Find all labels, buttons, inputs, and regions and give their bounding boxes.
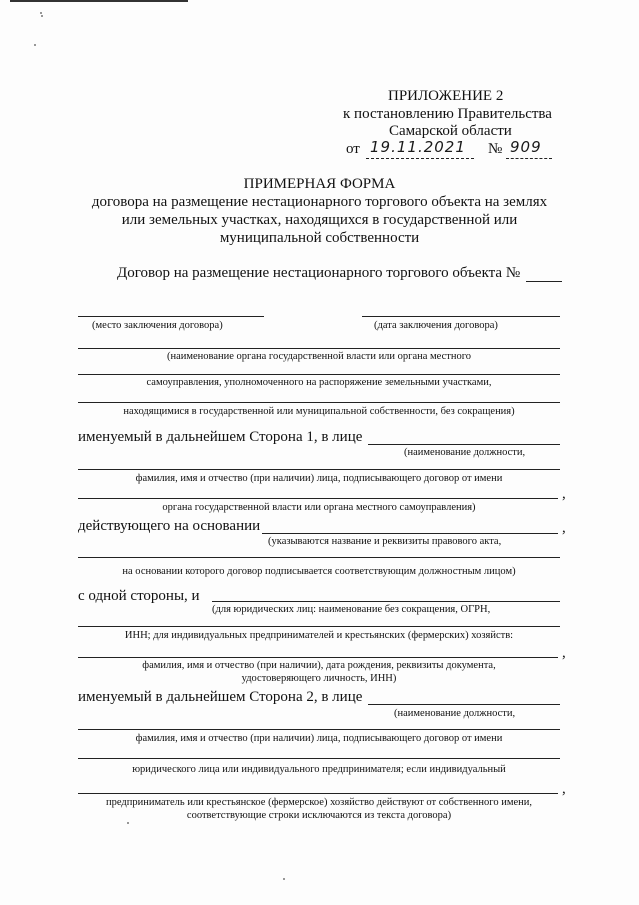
form-subheading-1: договора на размещение нестационарного торгового объекта на землях xyxy=(91,194,548,210)
form-subheading-3: муниципальной собственности xyxy=(219,230,420,246)
party2-note-line xyxy=(78,793,558,794)
contract-title: Договор на размещение нестационарного торгового объекта № xyxy=(117,265,521,281)
party1-named: именуемый в дальнейшем Сторона 1, в лице xyxy=(78,429,363,445)
appendix-date-handwritten: 19.11.2021 xyxy=(370,138,466,156)
party1-org-caption: органа государственной власти или органа местного самоуправления) xyxy=(162,502,476,513)
legal-line-3 xyxy=(78,657,558,658)
legal-comma: , xyxy=(562,645,566,661)
scan-speck xyxy=(127,822,129,824)
party1-name-line xyxy=(78,469,560,470)
org-caption-2: самоуправления, уполномоченного на распоряжение земельными участками, xyxy=(146,377,492,388)
legal-line-2 xyxy=(78,626,560,627)
one-side-and: с одной стороны, и xyxy=(78,588,200,604)
basis-line-1 xyxy=(262,533,558,534)
acting-basis: действующего на основании xyxy=(78,518,261,534)
basis-comma: , xyxy=(562,520,566,536)
party2-org-line xyxy=(78,758,560,759)
date-underline xyxy=(366,158,474,159)
party1-org-line xyxy=(78,498,558,499)
scan-speck xyxy=(34,44,36,46)
legal-caption-2: ИНН; для индивидуальных предпринимателей и крестьянских (фермерских) хозяйств: xyxy=(124,630,514,641)
org-line-3 xyxy=(78,402,560,403)
party1-name-caption: фамилия, имя и отчество (при наличии) лица, подписывающего договор от имени xyxy=(135,473,503,484)
contract-number-line xyxy=(526,281,562,282)
basis-caption-1: (указываются название и реквизиты правового акта, xyxy=(268,536,502,547)
place-line xyxy=(78,316,264,317)
org-line-1 xyxy=(78,348,560,349)
party2-note-comma: , xyxy=(562,781,566,797)
appendix-title: ПРИЛОЖЕНИЕ 2 xyxy=(388,88,504,104)
legal-caption-1: (для юридических лиц: наименование без сокращения, ОГРН, xyxy=(212,604,491,615)
party1-org-comma: , xyxy=(562,486,566,502)
scan-speck xyxy=(41,15,43,17)
note-caption-1: предприниматель или крестьянское (фермерское) хозяйство действуют от собственного имени, xyxy=(106,797,532,808)
legal-caption-4: удостоверяющего личность, ИНН) xyxy=(241,673,397,684)
scan-speck xyxy=(283,878,285,880)
appendix-line-2: Самарской области xyxy=(389,123,512,139)
basis-caption-2: на основании которого договор подписывается соответствующим должностным лицом) xyxy=(122,566,516,577)
party1-position-line xyxy=(368,444,560,445)
org-caption-1: (наименование органа государственной власти или органа местного xyxy=(166,351,472,362)
form-heading: ПРИМЕРНАЯ ФОРМА xyxy=(243,176,396,192)
place-caption: (место заключения договора) xyxy=(92,320,223,331)
date-line xyxy=(362,316,560,317)
party2-legal-line xyxy=(212,601,560,602)
appendix-number-handwritten: 909 xyxy=(510,138,542,156)
party2-org-caption: юридического лица или индивидуального предпринимателя; если индивидуальный xyxy=(132,764,506,775)
date-caption: (дата заключения договора) xyxy=(374,320,498,331)
appendix-line-1: к постановлению Правительства xyxy=(343,106,552,122)
form-subheading-2: или земельных участках, находящихся в государственной или xyxy=(121,212,518,228)
party2-name-line xyxy=(78,729,560,730)
party2-position-line xyxy=(368,704,560,705)
party2-name-caption: фамилия, имя и отчество (при наличии) лица, подписывающего договор от имени xyxy=(135,733,503,744)
party2-named: именуемый в дальнейшем Сторона 2, в лице xyxy=(78,689,363,705)
appendix-number-label: № xyxy=(488,141,503,157)
basis-line-2 xyxy=(78,557,560,558)
org-line-2 xyxy=(78,374,560,375)
legal-caption-3: фамилия, имя и отчество (при наличии), дата рождения, реквизиты документа, xyxy=(142,660,496,671)
scan-speck xyxy=(40,12,42,14)
org-caption-3: находящимися в государственной или муниципальной собственности, без сокращения) xyxy=(123,406,515,417)
party1-position-caption: (наименование должности, xyxy=(404,447,526,458)
party2-position-caption: (наименование должности, xyxy=(394,708,516,719)
appendix-from-label: от xyxy=(346,141,360,157)
number-underline xyxy=(506,158,552,159)
scan-edge-line xyxy=(10,0,188,2)
note-caption-2: соответствующие строки исключаются из текста договора) xyxy=(186,810,452,821)
